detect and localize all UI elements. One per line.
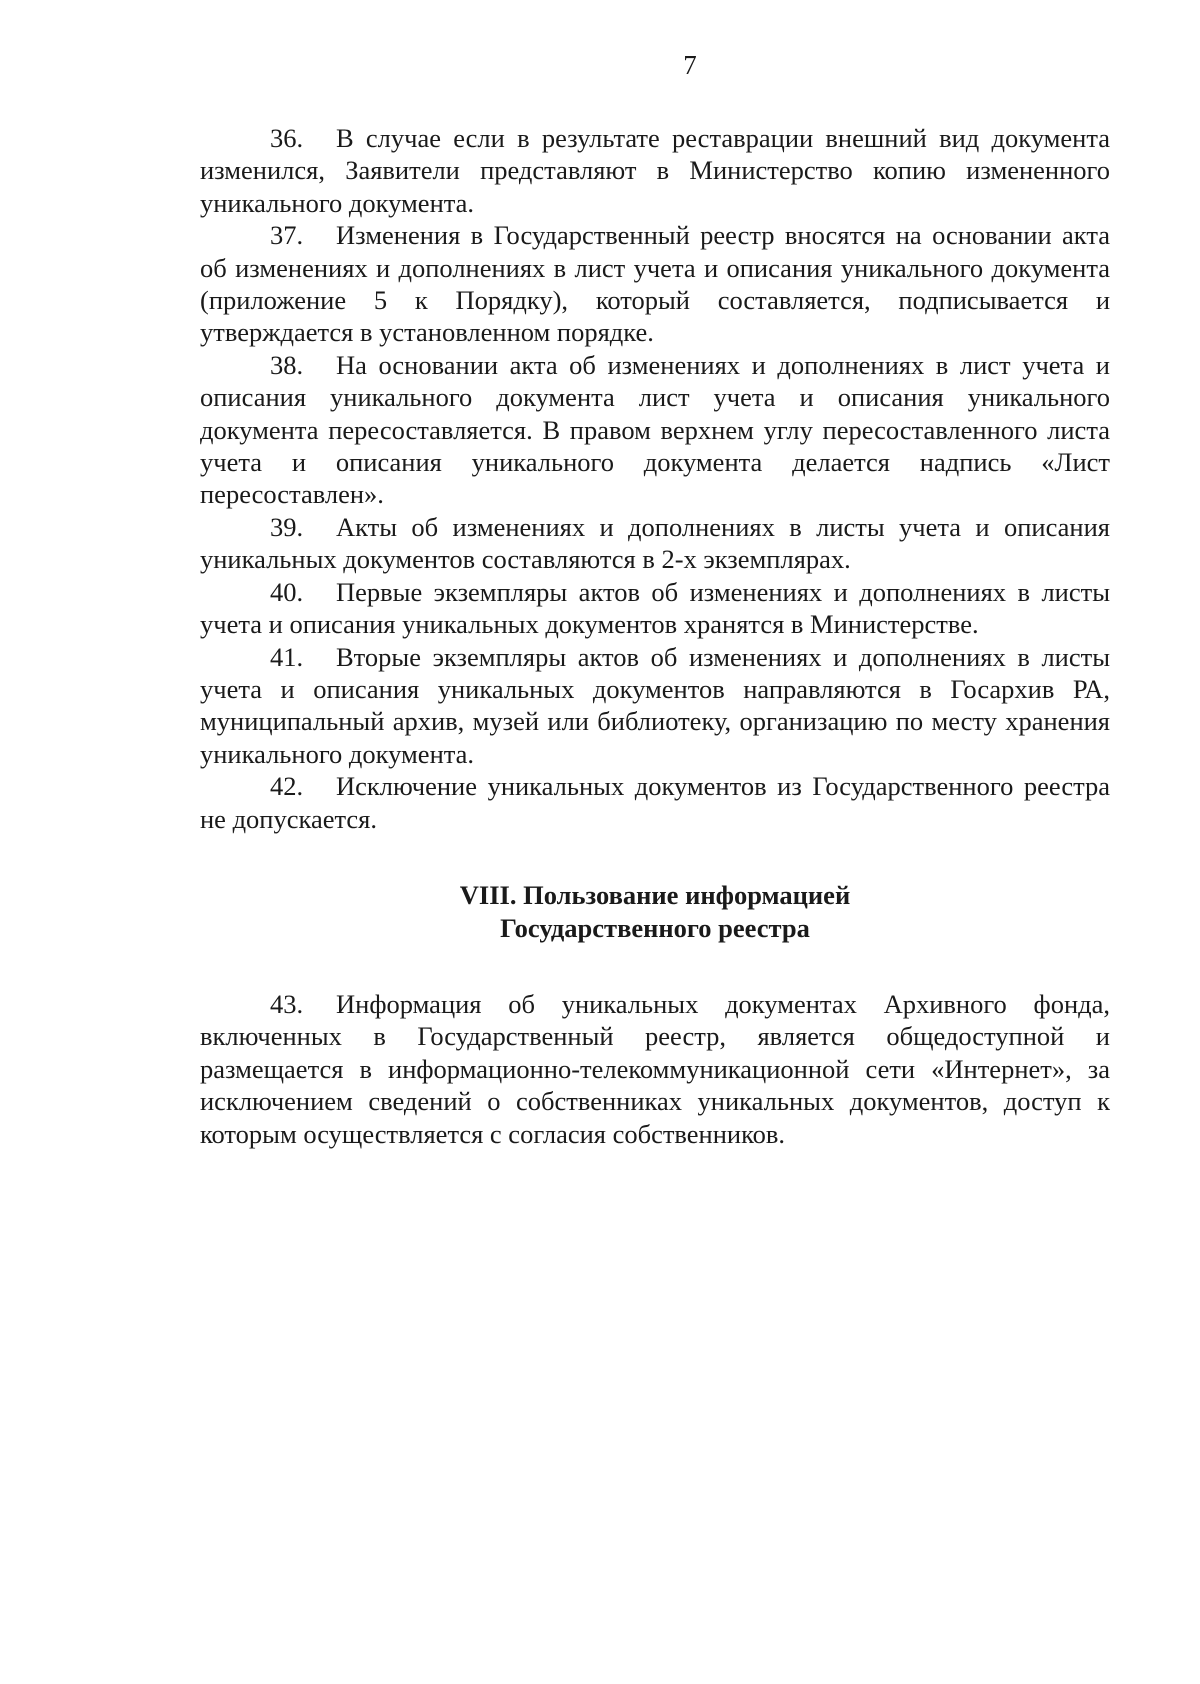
- document-body: [200, 122, 1110, 1150]
- paragraph-number: 40.: [270, 576, 304, 607]
- paragraph-number: 43.: [270, 988, 304, 1019]
- paragraph-text: Информация об уникальных документах Архивного фонда, включенных в Государственный реестр, является общедоступной и размещается в информационно-телекоммуникационной сети «Интернет», за исключением сведений о собственниках уникальных документов, доступ к которым осуществляется с согласия собственников.: [200, 988, 1110, 1149]
- paragraph-39: [200, 511, 1110, 576]
- paragraph-36: [200, 122, 1110, 219]
- page-number: 7: [683, 50, 697, 80]
- paragraph-text: Акты об изменениях и дополнениях в листы учета и описания уникальных документов составляются в 2-х экземплярах.: [200, 511, 1110, 575]
- paragraph-40: [200, 576, 1110, 641]
- paragraph-text: В случае если в результате реставрации внешний вид документа изменился, Заявители представляют в Министерство копию измененного уникального документа.: [200, 123, 1110, 218]
- paragraph-number: 38.: [270, 349, 304, 380]
- section-heading-line-2: Государственного реестра: [500, 912, 810, 943]
- paragraph-text: Изменения в Государственный реестр вносятся на основании акта об изменениях и дополнениях в лист учета и описания уникального документа (приложение 5 к Порядку), который составляется, подписывается и утверждается в установленном порядке.: [200, 220, 1110, 348]
- paragraph-41: [200, 641, 1110, 771]
- paragraph-number: 41.: [270, 641, 304, 672]
- paragraph-number: 36.: [270, 123, 304, 153]
- paragraph-text: Исключение уникальных документов из Государственного реестра не допускается.: [200, 771, 1110, 834]
- paragraph-38: [200, 349, 1110, 511]
- paragraph-number: 42.: [270, 771, 304, 802]
- paragraph-42: [200, 770, 1110, 835]
- section-heading: [200, 879, 1110, 945]
- paragraph-text: Вторые экземпляры актов об изменениях и дополнениях в листы учета и описания уникальных документов направляются в Госархив РА, муниципальный архив, музей или библиотеку, организацию по месту хранения уникального документа.: [200, 641, 1110, 769]
- paragraph-number: 39.: [270, 511, 304, 542]
- paragraph-37: [200, 219, 1110, 349]
- paragraph-43: [200, 988, 1110, 1150]
- paragraph-text: Первые экземпляры актов об изменениях и дополнениях в листы учета и описания уникальных документов хранятся в Министерстве.: [200, 576, 1110, 640]
- paragraph-number: 37.: [270, 220, 304, 251]
- paragraph-text: На основании акта об изменениях и дополнениях в лист учета и описания уникального документа лист учета и описания уникального документа пересоставляется. В правом верхнем углу пересоставленного листа учета и описания уникального документа делается надпись «Лист пересоставлен».: [200, 349, 1110, 510]
- section-heading-line-1: VIII. Пользование информацией: [459, 879, 851, 910]
